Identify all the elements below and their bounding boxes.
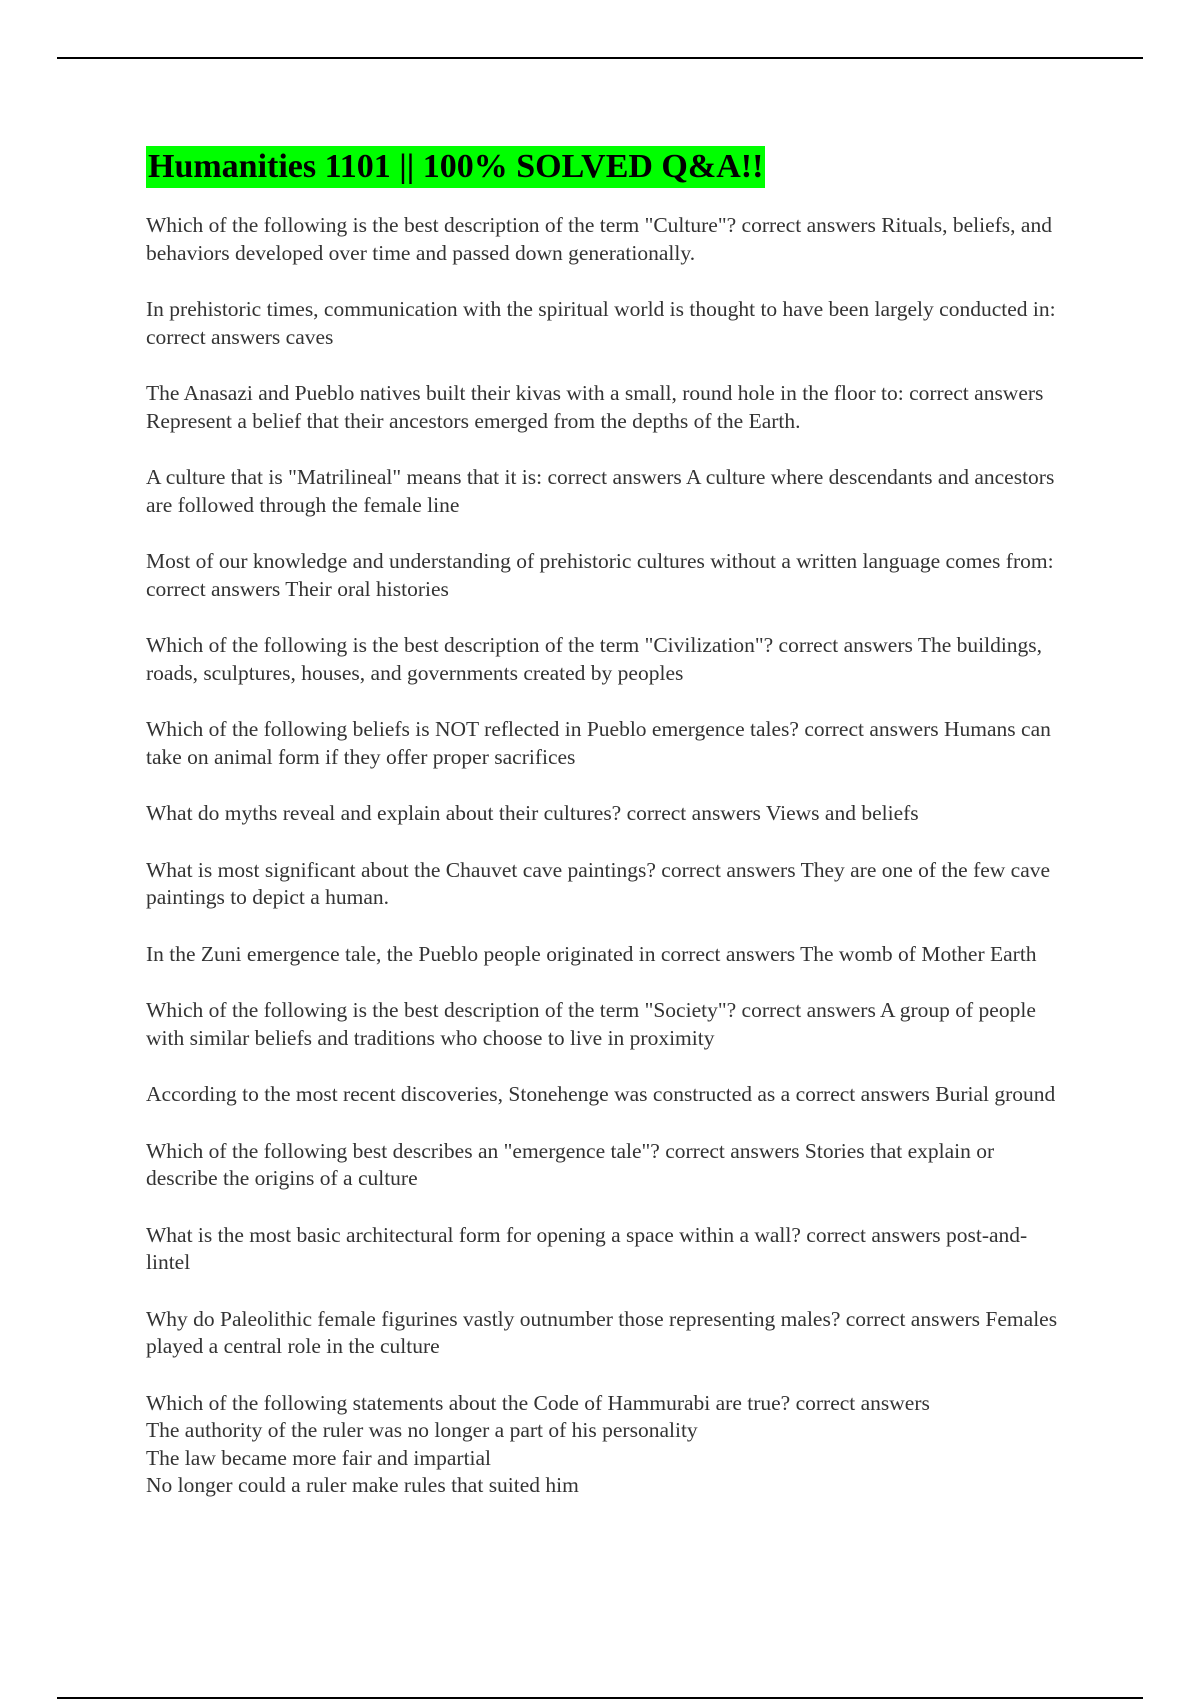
qa-item: Which of the following is the best description of the term "Civilization"? correct answers The buildings, roads, sculptures, houses, and governments created by peoples	[146, 633, 1043, 685]
qa-answer-line: The authority of the ruler was no longer a part of his personality	[146, 1418, 698, 1442]
qa-item: In prehistoric times, communication with the spiritual world is thought to have been largely conducted in: correct answers caves	[146, 297, 1056, 349]
qa-item: What is most significant about the Chauvet cave paintings? correct answers They are one of the few cave paintings to depict a human.	[146, 857, 1051, 909]
qa-item: In the Zuni emergence tale, the Pueblo people originated in correct answers The womb of Mother Earth	[146, 941, 1037, 966]
qa-item: What do myths reveal and explain about their cultures? correct answers Views and beliefs	[146, 801, 919, 825]
qa-item: What is the most basic architectural form for opening a space within a wall? correct answers post-and-lintel	[146, 1222, 1028, 1274]
qa-item: Which of the following is the best description of the term "Culture"? correct answers Rituals, beliefs, and behaviors developed over time and passed down generationally.	[146, 213, 1052, 265]
qa-item: Most of our knowledge and understanding of prehistoric cultures without a written language comes from: correct answers Their oral histories	[146, 549, 1054, 601]
top-rule	[57, 57, 1143, 59]
qa-item: The Anasazi and Pueblo natives built their kivas with a small, round hole in the floor to: correct answers Represent a belief that their ancestors emerged from the depths of the Earth.	[146, 381, 1044, 433]
document-title: Humanities 1101 || 100% SOLVED Q&A!!	[146, 146, 765, 188]
qa-item: According to the most recent discoveries, Stonehenge was constructed as a correct answers Burial ground	[146, 1082, 1056, 1106]
qa-item-multiline	[146, 1390, 1066, 1500]
qa-answer-line: The law became more fair and impartial	[146, 1445, 492, 1470]
qa-item: Which of the following best describes an "emergence tale"? correct answers Stories that explain or describe the origins of a culture	[146, 1138, 995, 1190]
qa-item: A culture that is "Matrilineal" means that it is: correct answers A culture where descendants and ancestors are followed through the female line	[146, 465, 1055, 517]
qa-answer-line: No longer could a ruler make rules that suited him	[146, 1473, 579, 1497]
document-body	[146, 146, 1066, 1529]
qa-item: Which of the following beliefs is NOT reflected in Pueblo emergence tales? correct answers Humans can take on animal form if they offer proper sacrifices	[146, 717, 1051, 769]
bottom-rule	[57, 1697, 1143, 1699]
qa-question: Which of the following statements about the Code of Hammurabi are true? correct answers	[146, 1390, 930, 1415]
qa-item: Which of the following is the best description of the term "Society"? correct answers A group of people with similar beliefs and traditions who choose to live in proximity	[146, 998, 1036, 1050]
qa-item: Why do Paleolithic female figurines vastly outnumber those representing males? correct answers Females played a central role in the culture	[146, 1306, 1058, 1358]
qa-list	[146, 212, 1066, 1500]
